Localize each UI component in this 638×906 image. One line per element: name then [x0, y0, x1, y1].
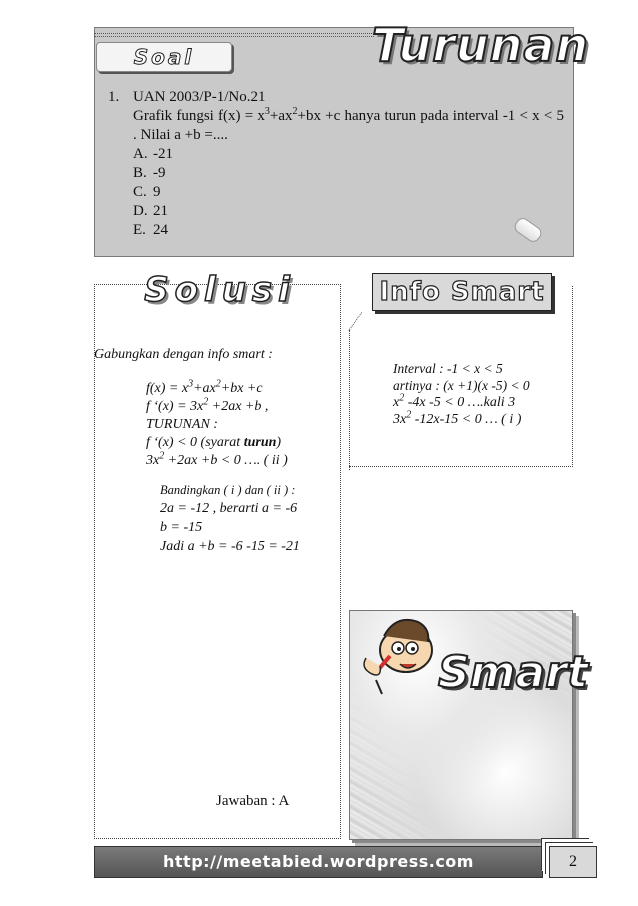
- option-d: D. 21: [133, 203, 168, 219]
- divider: [94, 33, 374, 34]
- question-stem: Grafik fungsi $f(x) = x^3+ax^2+bx +c$ hanya turun pada interval -1 < x < 5 . Nilai a +b =....: [133, 106, 564, 143]
- page-title: Turunan: [372, 18, 590, 72]
- question-number: 1.: [108, 89, 120, 105]
- solution-panel: [94, 284, 341, 839]
- divider: [94, 36, 374, 37]
- option-e: E. 24: [133, 222, 168, 238]
- question-block: [108, 88, 564, 240]
- solution-result: 2a = -12 , berarti a = -6 b = -15 Jadi a +b = -6 -15 = -21: [160, 501, 300, 554]
- answer-label: Jawaban : A: [216, 793, 290, 809]
- page-number: 2: [549, 846, 597, 878]
- info-smart-content: Interval : -1 < x < 5 artinya : (x +1)(x -5) < 0 $x^2$ -4x -5 < 0 ….kali 3 $3x^2$ -12x-15 < 0 … ( i ): [393, 361, 530, 427]
- footer-url[interactable]: http://meetabied.wordpress.com: [163, 852, 474, 871]
- divider: [349, 330, 350, 470]
- thinking-character-icon: [356, 608, 446, 698]
- compare-note: Bandingkan ( i ) dan ( ii ) :: [160, 483, 296, 497]
- option-c: C. 9: [133, 184, 161, 200]
- info-smart-title: Info Smart: [372, 273, 552, 311]
- footer-bar: [94, 846, 543, 878]
- question-source: UAN 2003/P-1/No.21: [133, 89, 266, 105]
- option-a: A. -21: [133, 146, 173, 162]
- soal-label-tab: [96, 42, 232, 72]
- solution-title: Solusi: [144, 270, 296, 310]
- option-b: B. -9: [133, 165, 166, 181]
- solution-intro: Gabungkan dengan info smart :: [94, 347, 273, 362]
- solution-steps: $f(x) = x^3+ax^2+bx +c$ f ‘$(x) = 3x^2 +2ax +b$ , TURUNAN : f ‘(x) < 0 (syarat turun) $3x^2 +2ax +b < 0$ …. ( ii ): [146, 378, 288, 468]
- soal-label: Soal: [133, 45, 195, 69]
- smart-title: Smart: [438, 647, 588, 698]
